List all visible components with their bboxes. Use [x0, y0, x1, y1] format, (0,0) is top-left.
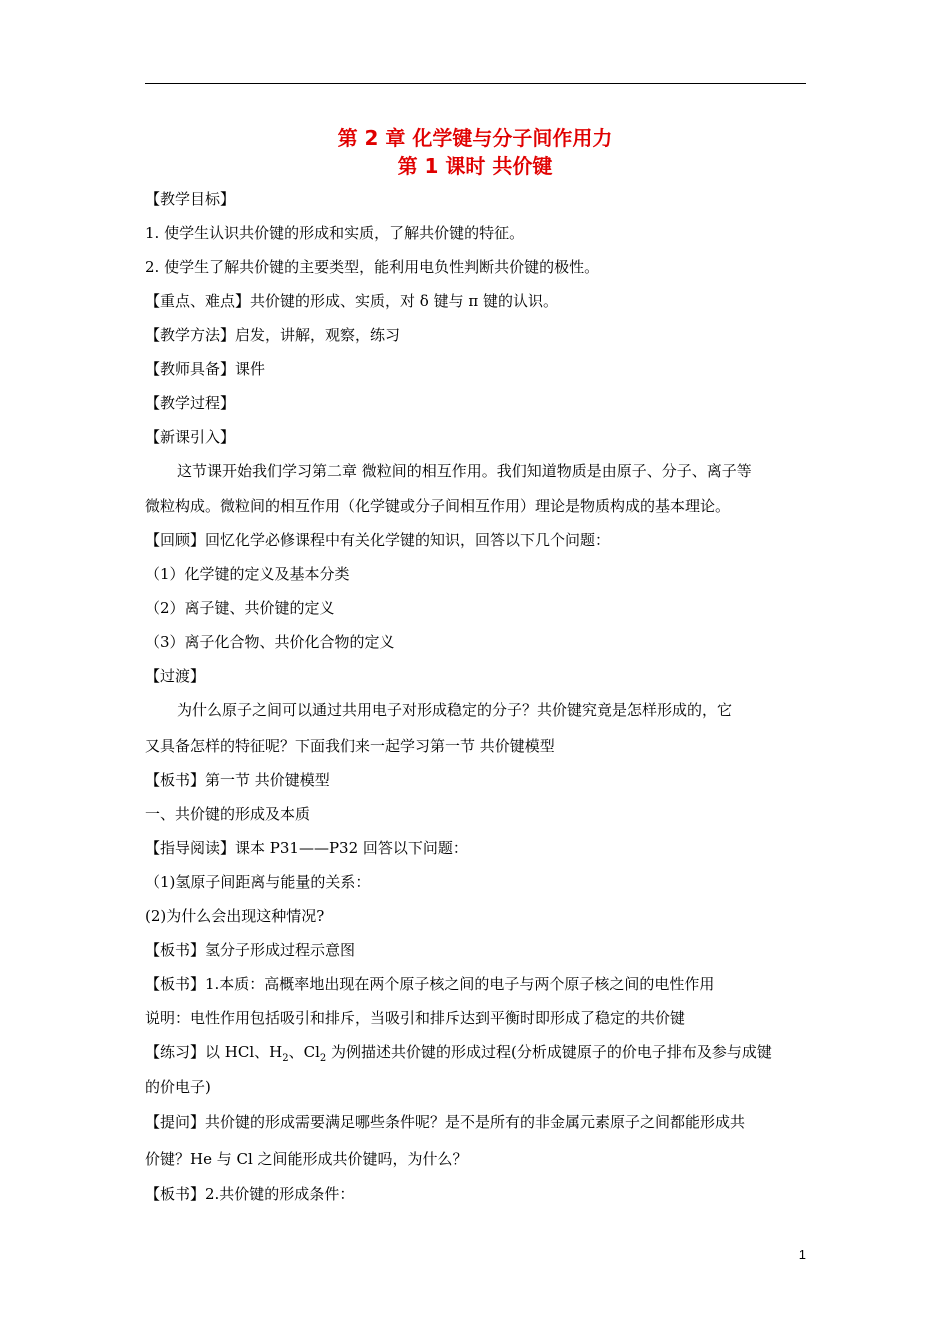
text-line: 【过渡】 — [145, 667, 206, 685]
text-line: （1）化学键的定义及基本分类 — [145, 565, 350, 583]
text-line: 微粒构成。微粒间的相互作用（化学键或分子间相互作用）理论是物质构成的基本理论。 — [145, 497, 731, 515]
text-line: 的价电子) — [145, 1078, 211, 1096]
text-line: 【板书】氢分子形成过程示意图 — [145, 941, 356, 959]
text-line: 【教学方法】启发，讲解，观察，练习 — [145, 326, 401, 344]
text-line: 又具备怎样的特征呢？下面我们来一起学习第一节 共价键模型 — [145, 737, 555, 755]
text-line: 【教学过程】 — [145, 394, 236, 412]
lesson-title: 第 1 课时 共价键 — [397, 154, 553, 178]
text-line: 【回顾】回忆化学必修课程中有关化学键的知识，回答以下几个问题： — [145, 531, 611, 549]
exercise-mid: 、Cl — [288, 1043, 320, 1061]
text-line: 说明：电性作用包括吸引和排斥，当吸引和排斥达到平衡时即形成了稳定的共价键 — [145, 1009, 686, 1027]
chapter-title: 第 2 章 化学键与分子间作用力 — [337, 126, 613, 150]
text-line: 为什么原子之间可以通过共用电子对形成稳定的分子？共价键究竟是怎样形成的，它 — [177, 701, 733, 719]
text-line: 【重点、难点】共价键的形成、实质，对 δ 键与 π 键的认识。 — [145, 292, 558, 310]
text-line: 【提问】共价键的形成需要满足哪些条件呢？是不是所有的非金属元素原子之间都能形成共 — [145, 1113, 746, 1131]
text-line: 一、共价键的形成及本质 — [145, 805, 311, 823]
exercise-prefix: 【练习】以 HCl、H — [145, 1043, 283, 1061]
text-line: (2)为什么会出现这种情况? — [145, 907, 325, 925]
subscript: 2 — [282, 1053, 289, 1064]
text-line: 【板书】第一节 共价键模型 — [145, 771, 330, 789]
text-line: （3）离子化合物、共价化合物的定义 — [145, 633, 395, 651]
header-rule — [145, 83, 806, 84]
text-line: 1. 使学生认识共价键的形成和实质，了解共价键的特征。 — [145, 224, 525, 242]
subscript: 2 — [319, 1053, 327, 1064]
text-line: 【板书】2.共价键的形成条件： — [145, 1185, 355, 1203]
text-line: 【教学目标】 — [145, 190, 236, 208]
exercise-line — [145, 1041, 772, 1064]
text-line: 这节课开始我们学习第二章 微粒间的相互作用。我们知道物质是由原子、分子、离子等 — [177, 462, 752, 480]
exercise-suffix: 为例描述共价键的形成过程(分析成键原子的价电子排布及参与成键 — [326, 1043, 772, 1061]
page-number: 1 — [798, 1247, 806, 1262]
text-line: 【板书】1.本质：高概率地出现在两个原子核之间的电子与两个原子核之间的电性作用 — [145, 975, 715, 993]
text-line: 【指导阅读】课本 P31——P32 回答以下问题： — [145, 839, 468, 857]
text-line: （1)氢原子间距离与能量的关系： — [145, 873, 371, 891]
text-line: 【新课引入】 — [145, 428, 236, 446]
text-line: （2）离子键、共价键的定义 — [145, 599, 335, 617]
text-line: 2. 使学生了解共价键的主要类型，能利用电负性判断共价键的极性。 — [145, 258, 600, 276]
text-line: 价键？He 与 Cl 之间能形成共价键吗，为什么？ — [145, 1150, 468, 1168]
text-line: 【教师具备】课件 — [145, 360, 266, 378]
